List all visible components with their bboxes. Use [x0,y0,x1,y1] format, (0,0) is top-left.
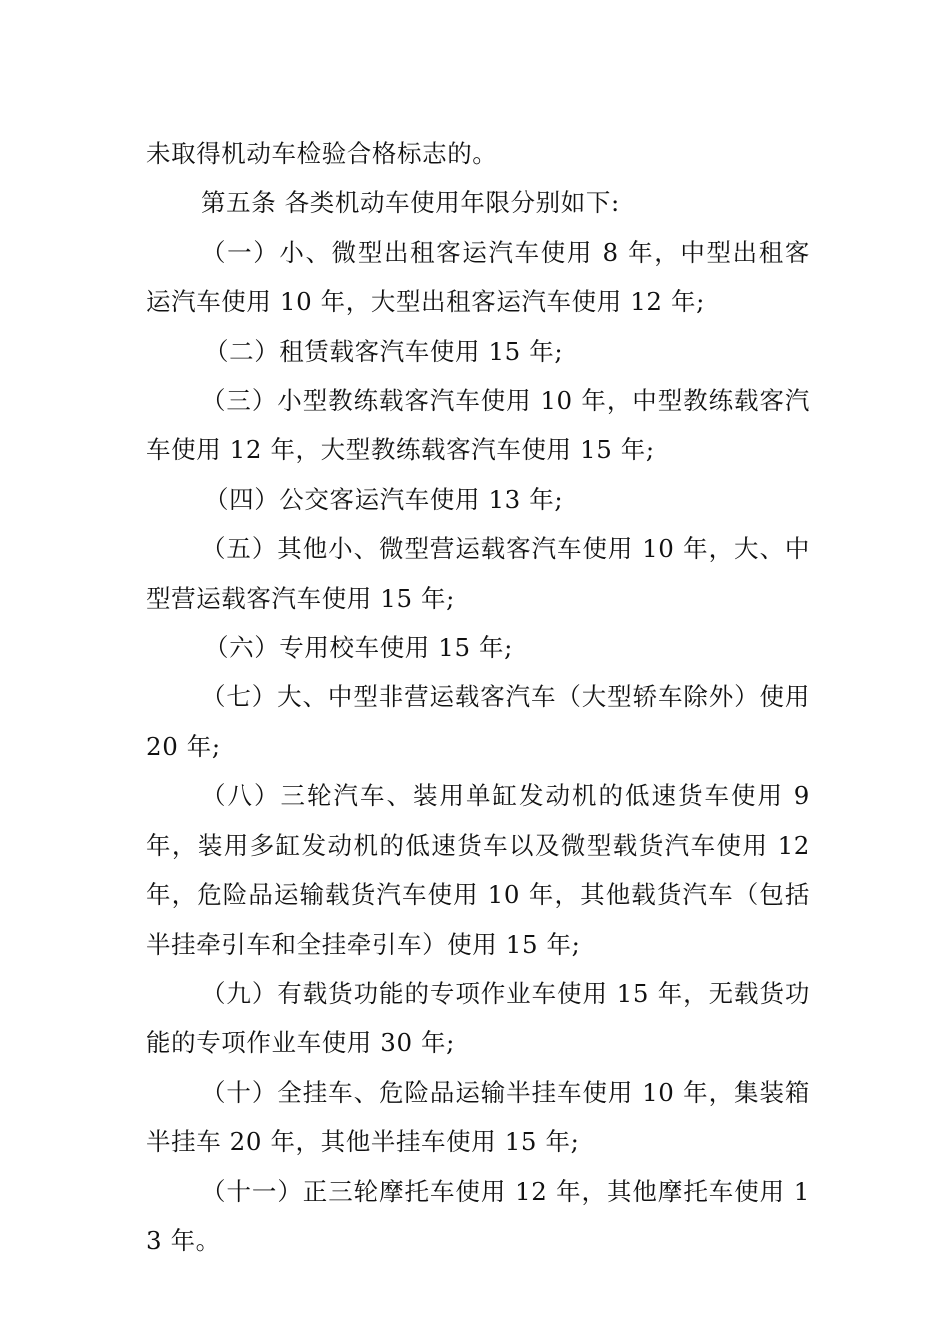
clause-7: （七）大、中型非营运载客汽车（大型轿车除外）使用 20 年; [146,682,810,761]
clause-6: （六）专用校车使用 15 年; [204,633,514,663]
clause-4: （四）公交客运汽车使用 13 年; [204,484,564,514]
clause-11: （十一）正三轮摩托车使用 12 年，其他摩托车使用 13 年。 [146,1176,810,1255]
clause-8: （八）三轮汽车、装用单缸发动机的低速货车使用 9 年，装用多缸发动机的低速货车以及微型载货汽车使用 12 年，危险品运输载货汽车使用 10 年，其他载货汽车（包括半挂牵引车和全挂牵引车）使用 15 年; [146,781,810,959]
clause-1: （一）小、微型出租客运汽车使用 8 年，中型出租客运汽车使用 10 年，大型出租客运汽车使用 12 年; [146,237,810,317]
clause-10: （十）全挂车、危险品运输半挂车使用 10 年，集装箱半挂车 20 年，其他半挂车使用 15 年; [146,1077,810,1157]
clause-9: （九）有载货功能的专项作业车使用 15 年，无载货功能的专项作业车使用 30 年; [146,978,810,1058]
paragraph-continuation: 未取得机动车检验合格标志的。 [146,139,498,168]
clause-5: （五）其他小、微型营运载客汽车使用 10 年，大、中型营运载客汽车使用 15 年; [146,534,810,613]
clause-3: （三）小型教练载客汽车使用 10 年，中型教练载客汽车使用 12 年，大型教练载客汽车使用 15 年; [146,386,810,465]
document-body [146,129,810,1265]
clause-2: （二）租赁载客汽车使用 15 年; [204,336,564,366]
article-five-heading: 第五条 各类机动车使用年限分别如下: [201,188,620,218]
